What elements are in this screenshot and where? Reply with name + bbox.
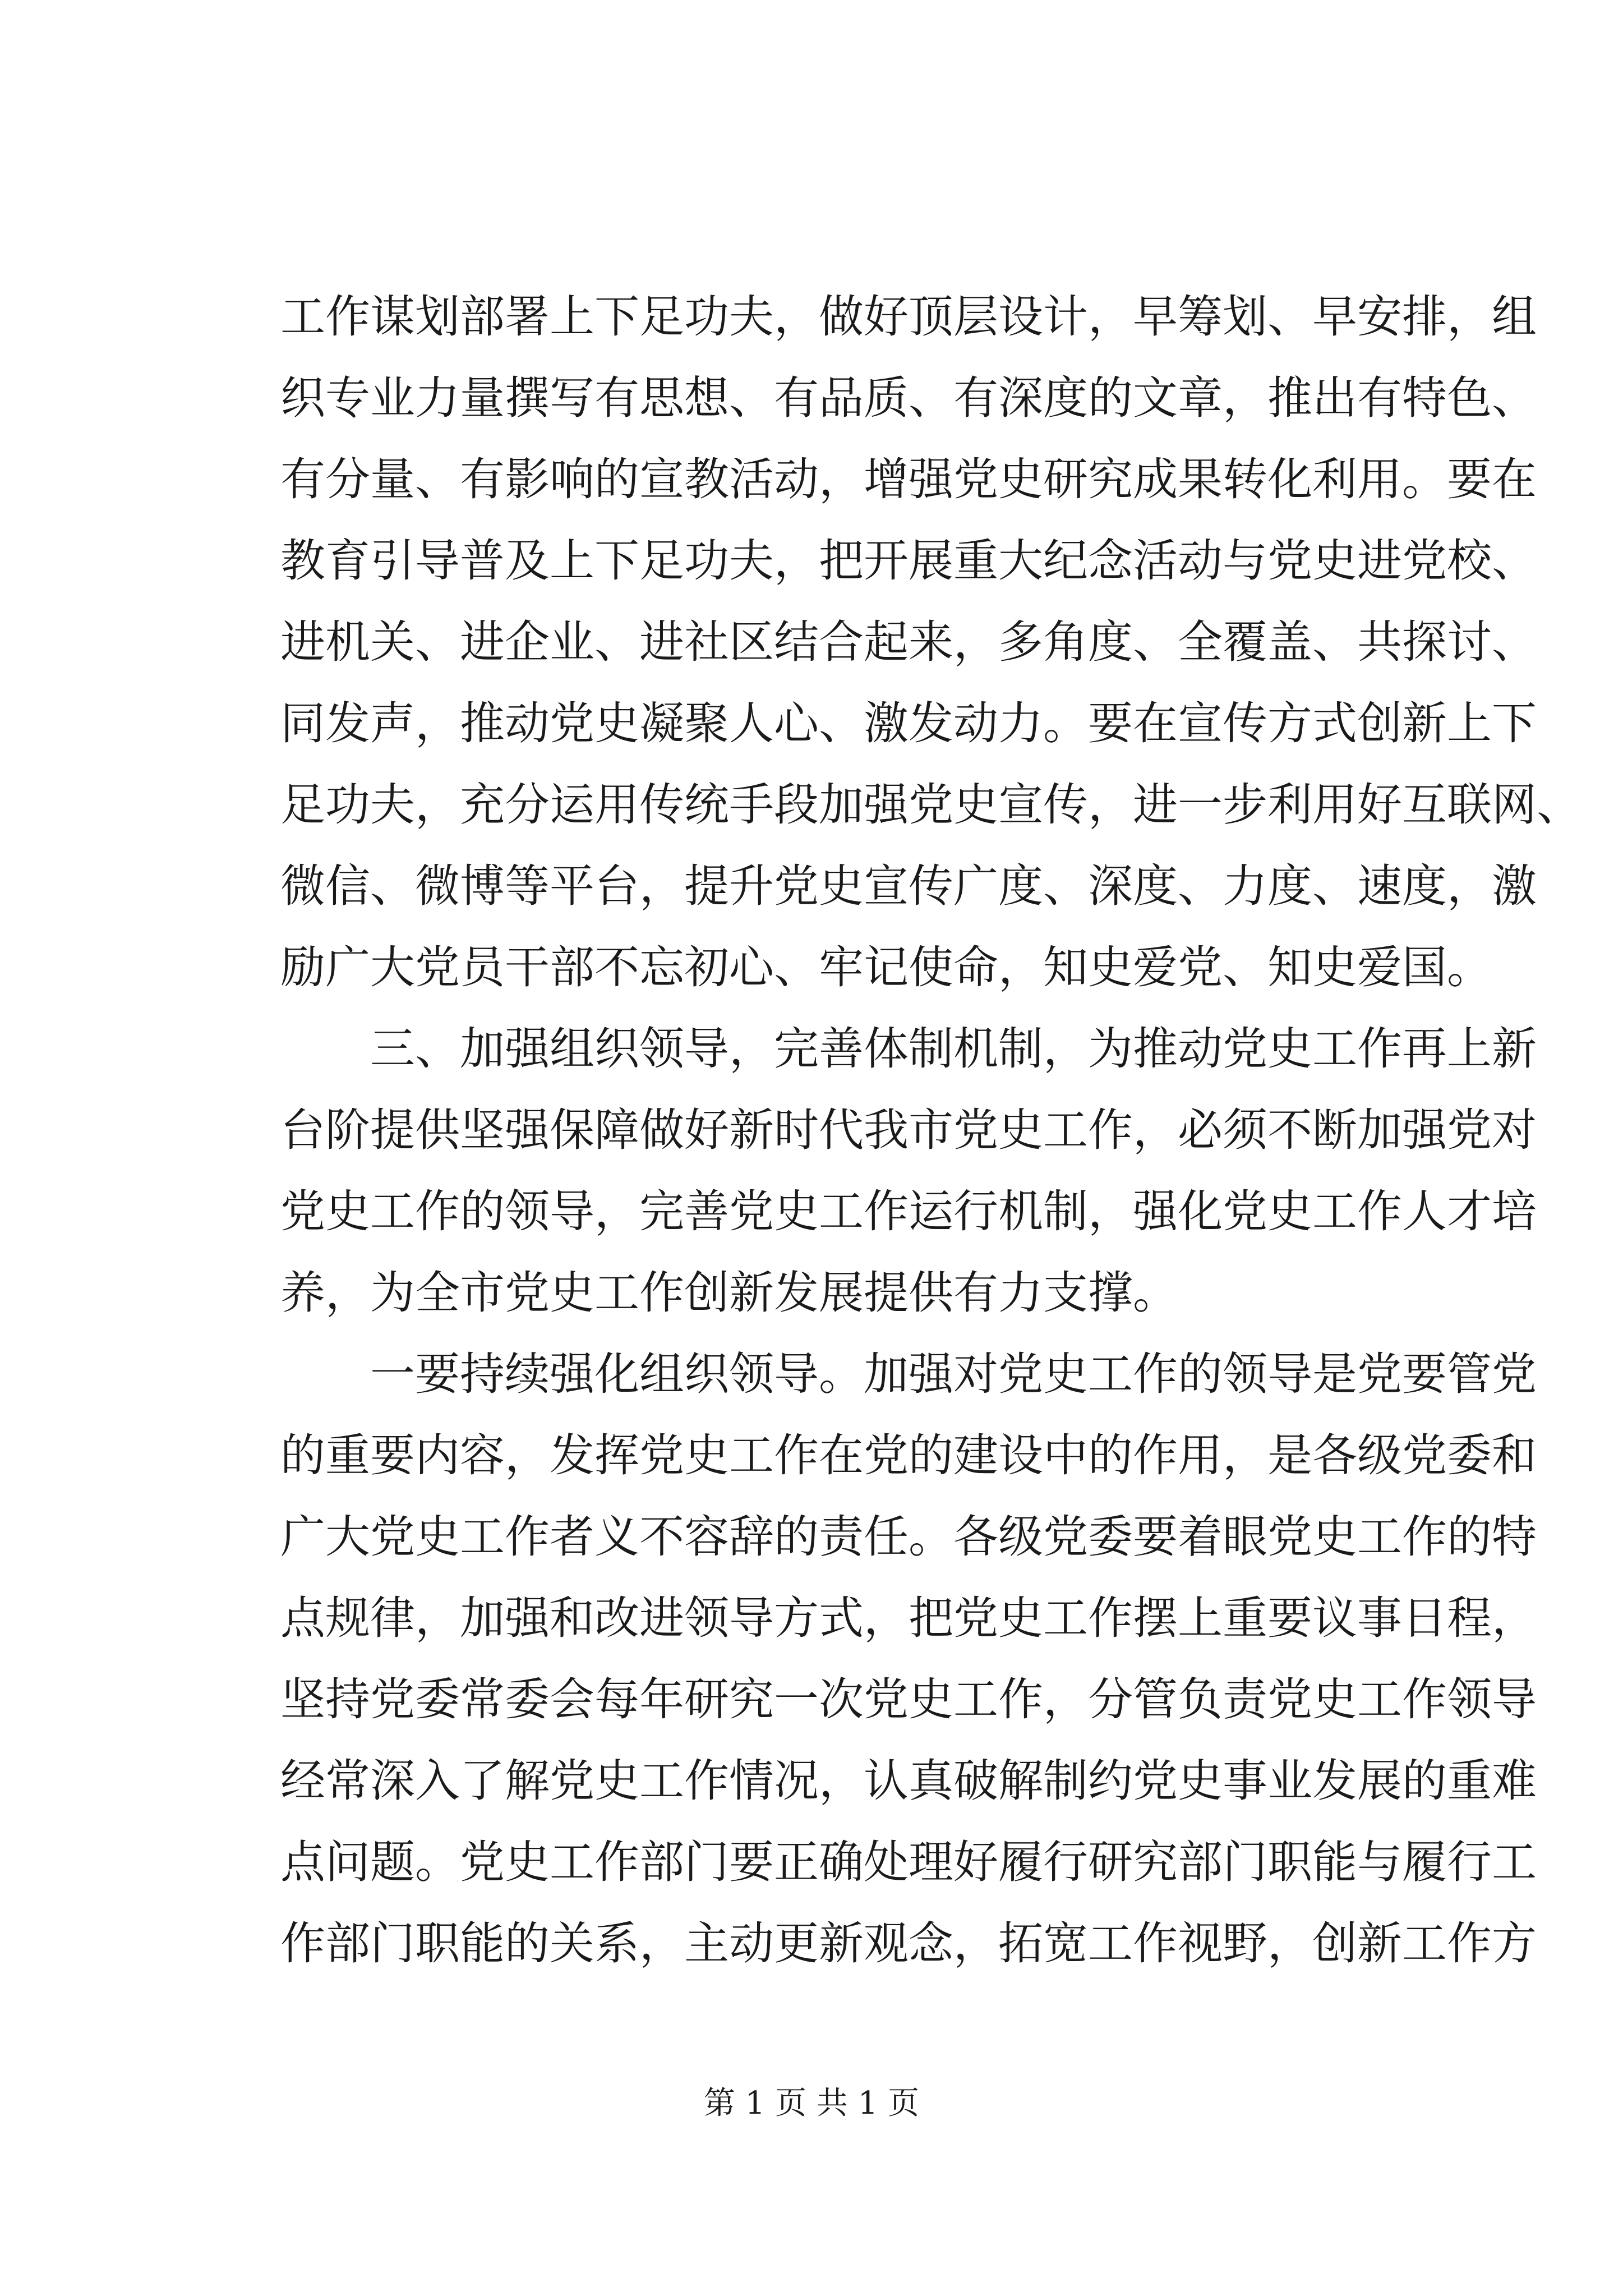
text-line: 微信、微博等平台，提升党史宣传广度、深度、力度、速度，激 <box>280 860 1537 912</box>
text-line: 织专业力量撰写有思想、有品质、有深度的文章，推出有特色、 <box>280 372 1537 424</box>
text-line: 经常深入了解党史工作情况，认真破解制约党史事业发展的重难 <box>280 1755 1537 1807</box>
text-line: 点问题。党史工作部门要正确处理好履行研究部门职能与履行工 <box>280 1836 1537 1888</box>
text-line: 工作谋划部署上下足功夫，做好顶层设计，早筹划、早安排，组 <box>280 291 1537 343</box>
text-line: 养，为全市党史工作创新发展提供有力支撑。 <box>280 1267 1178 1319</box>
text-line: 足功夫，充分运用传统手段加强党史宣传，进一步利用好互联网、 <box>280 779 1581 831</box>
text-line: 的重要内容，发挥党史工作在党的建设中的作用，是各级党委和 <box>280 1429 1537 1481</box>
text-line: 广大党史工作者义不容辞的责任。各级党委要着眼党史工作的特 <box>280 1511 1537 1563</box>
paragraph-start-line: 一要持续强化组织领导。加强对党史工作的领导是党要管党 <box>370 1348 1537 1400</box>
text-line: 同发声，推动党史凝聚人心、激发动力。要在宣传方式创新上下 <box>280 697 1537 749</box>
text-line: 点规律，加强和改进领导方式，把党史工作摆上重要议事日程， <box>280 1592 1537 1644</box>
text-line: 台阶提供坚强保障做好新时代我市党史工作，必须不断加强党对 <box>280 1104 1537 1156</box>
text-line: 进机关、进企业、进社区结合起来，多角度、全覆盖、共探讨、 <box>280 616 1537 668</box>
text-line: 作部门职能的关系，主动更新观念，拓宽工作视野，创新工作方 <box>280 1917 1537 1970</box>
text-line: 党史工作的领导，完善党史工作运行机制，强化党史工作人才培 <box>280 1185 1537 1237</box>
text-line: 坚持党委常委会每年研究一次党史工作，分管负责党史工作领导 <box>280 1673 1537 1726</box>
text-line: 励广大党员干部不忘初心、牢记使命，知史爱党、知史爱国。 <box>280 941 1492 993</box>
text-line: 有分量、有影响的宣教活动，增强党史研究成果转化利用。要在 <box>280 453 1537 505</box>
section-heading-line: 三、加强组织领导，完善体制机制，为推动党史工作再上新 <box>370 1023 1537 1075</box>
page-footer: 第 1 页 共 1 页 <box>703 2085 920 2122</box>
text-line: 教育引导普及上下足功夫，把开展重大纪念活动与党史进党校、 <box>280 535 1537 587</box>
